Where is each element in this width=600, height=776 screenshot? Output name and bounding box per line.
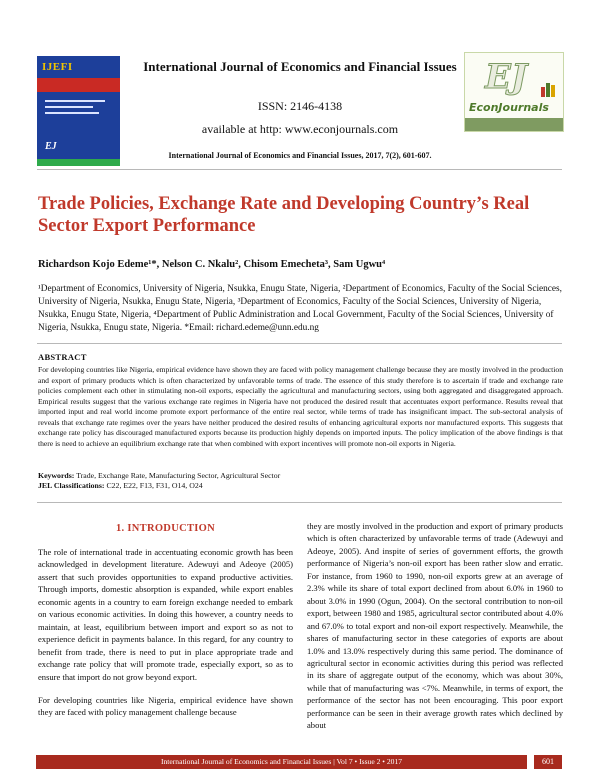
paragraph: they are mostly involved in the production and export of primary products which is often characterized by unfavorable terms of trade (Adewuyi and Adeoye, 2005). And inspite of series of government efforts, the growth performance of Nigeria’s non-oil export has been rather slow and erratic. For instance, from 1960 to 1990, non-oil exports grew at an average of 2.3% while its share of total export declined from about 6.0% in 1960 to about 3.0% in 1990 (Ogun, 2004). On the sectoral contribution to non-oil export, between 1980 and 1985, agricultural sector contributed about 4.0% and 67.0% to total export and non-oil export respectively. Meanwhile, the shares of manufacturing sector in these categories of exports are about 1.0% and 13.0% respectively during this same period. The dominance of agricultural sector in economic activities during this period was reflected in its share of aggregate output of the economy, which was about 30%, while that of manufacturing was <7%. Meanwhile, in terms of export, the performance of the sector has not been encouraging. This poor export performance can be seen in their average growth rates which declined by about [307, 521, 563, 731]
keywords-value: Trade, Exchange Rate, Manufacturing Sector, Agricultural Sector [76, 471, 281, 480]
jel-label: JEL Classifications: [38, 481, 105, 490]
paragraph: The role of international trade in accentuating economic growth has been acknowledged in development literature. Adewuyi and Adeoye (2005) assert that such provides opportunities to expand productive activities. Through imports, domestic absorption is expanded, while export enables economic agents in a country to earn foreign exchange needed to embark on various economic activities. In doing this however, a country needs to maintain, at least, equilibrium between import and export so as not to experience deficit in payments balance. In this regard, for any country to benefit from trade, there is need to put in place appropriate trade and exchange rate policy that will promote trade, especially export, so as to ensure that import do not grow beyond export. [38, 547, 293, 682]
citation: International Journal of Economics and Financial Issues, 2017, 7(2), 601-607. [168, 151, 432, 160]
cover-line [45, 106, 93, 108]
logo-bar [465, 118, 563, 131]
jel-line [38, 480, 563, 491]
cover-line [45, 112, 99, 114]
logo-mark: EJ [485, 57, 528, 97]
affiliations: ¹Department of Economics, University of Nigeria, Nsukka, Enugu State, Nigeria, ²Department of Economics, Faculty of the Social Sciences, University of Nigeria, Nsukka, Enugu State, Nigeria, ³Department of Economics, Faculty of the Social Sciences, University of Nigeria, Nsukka, Enugu State, Nigeria, ⁴Department of Public Administration and Local Government, Faculty of the Social Sciences, University of Nigeria, Nsukka, Enugu state, Nigeria. *Email: richard.edeme@unn.edu.ng [38, 284, 562, 333]
abstract-body: For developing countries like Nigeria, empirical evidence have shown they are faced with policy management challenge because they are mostly involved in the production and export of primary products which is often characterized by unfavorable terms of trade. The essence of this study therefore is to ascertain if trade and exchange rate policies complement each other in stimulating non-oil exports, especially the agricultural and manufacturing sectors, using both aggregated and disaggregated approach. Empirical results suggest that the various exchange rate regimes in Nigeria have not produced the desired result that accentuates export performance. Results reveal that imported input and real world income promote export performance of the entire real sector, while terms of trade has insignificant impact. The sub-sectoral analysis of reveals that exchange rate regimes over the years have neither produced the desired results of enhancing agricultural exports nor manufactured exports. This suggests that exchange rate policy has discouraged manufactured exports because its production highly depends on imported inputs. The policy implication of the above findings is that there is need to achieve an equilibrium exchange rate that when combined with export incentives will promote non-oil exports in Nigeria. [38, 365, 563, 448]
books-icon [541, 83, 557, 97]
cover-line [45, 100, 105, 102]
cover-logo-text: EJ [45, 141, 57, 152]
abstract-divider [37, 343, 562, 344]
left-column [38, 546, 293, 719]
journal-cover-image [37, 56, 120, 166]
cover-band [37, 78, 120, 92]
cover-strip [37, 159, 120, 166]
availability-link[interactable]: available at http: www.econjournals.com [201, 122, 399, 136]
abstract-heading: ABSTRACT [38, 352, 87, 362]
journal-title: International Journal of Economics and Financial Issues [143, 59, 457, 74]
econjournals-logo [464, 52, 564, 132]
issn: ISSN: 2146-4138 [257, 99, 343, 113]
keywords-label: Keywords: [38, 471, 75, 480]
section-heading: 1. INTRODUCTION [115, 523, 215, 534]
cover-title: IJEFI [42, 61, 73, 73]
right-column [307, 520, 563, 732]
body-divider [37, 502, 562, 503]
author-list: Richardson Kojo Edeme¹*, Nelson C. Nkalu², Chisom Emecheta³, Sam Ugwu⁴ [38, 259, 386, 270]
paragraph: For developing countries like Nigeria, empirical evidence have shown they are faced with policy management challenge because [38, 694, 293, 718]
header-divider [37, 169, 562, 170]
paper-title: Trade Policies, Exchange Rate and Developing Country’s Real Sector Export Performance [38, 194, 530, 236]
logo-name: EconJournals [469, 101, 549, 114]
footer-bar: International Journal of Economics and Financial Issues | Vol 7 • Issue 2 • 2017 [36, 755, 527, 769]
jel-value: C22, E22, F13, F31, O14, O24 [106, 481, 203, 490]
page-number: 601 [534, 755, 562, 769]
